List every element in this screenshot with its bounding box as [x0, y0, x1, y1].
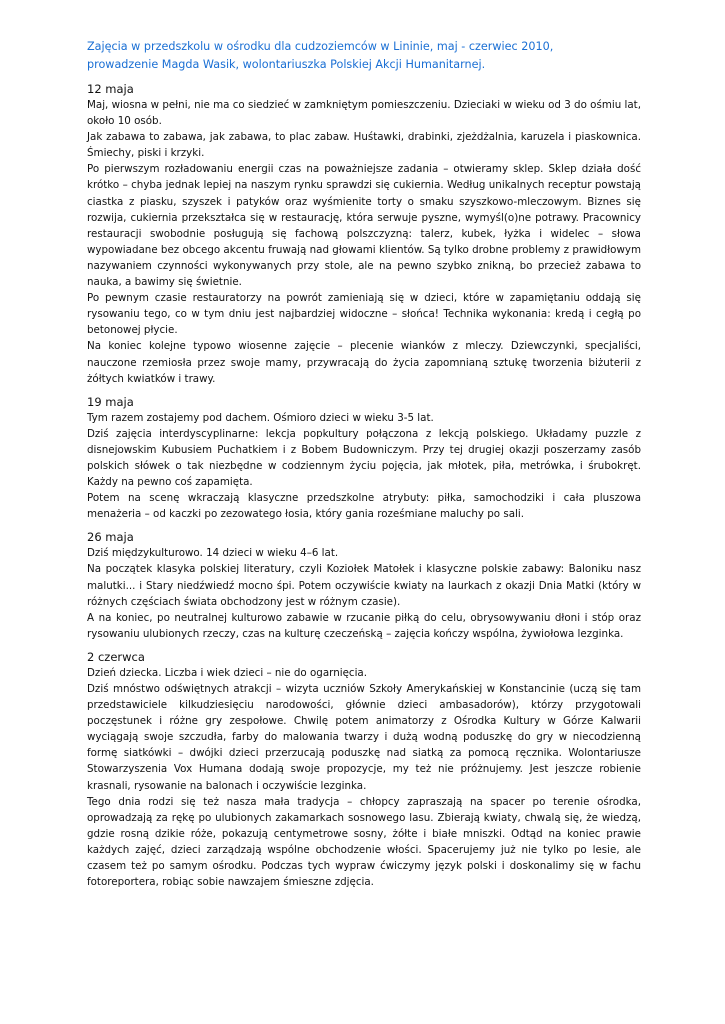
entry-paragraph: Po pewnym czasie restauratorzy na powrót zamieniają się w dzieci, które w zapamiętaniu oddają się rysowaniu tego, co w tym dniu jest najbardziej widoczne – słońca! Technika wykonania: kredą i cegłą po betonowej płycie.: [87, 292, 641, 337]
entry-paragraph: Dziś mnóstwo odświętnych atrakcji – wizyta uczniów Szkoły Amerykańskiej w Konstancinie (uczą się tam przedstawiciele kilkudziesięciu narodowości, głównie dzieci ambasadorów), którzy przygotowali poczęstunek i różne gry zespołowe. Chwilę potem animatorzy z Ośrodka Kultury w Górze Kalwarii wyciągają swoje szczudła, farby do malowania twarzy i dużą wodną poduszkę do gry w niecodzienną formę siatkówki – dwójki dzieci przerzucają poduszkę nad siatką za pomocą ręcznika. Wolontariusze Stowarzyszenia Vox Humana dodają swoje propozycje, my też nie próżnujemy. Jest jeszcze robienie krasnali, rysowanie na balonach i oczywiście lezginka.: [87, 683, 641, 792]
entry-paragraph: A na koniec, po neutralnej kulturowo zabawie w rzucanie piłką do celu, obrysowywaniu dłoni i stóp oraz rysowaniu ulubionych rzeczy, czas na kulturę czeczeńską – zajęcia kończy wspólna, żywiołowa lezginka.: [87, 611, 641, 640]
entry-paragraph: Jak zabawa to zabawa, jak zabawa, to plac zabaw. Huśtawki, drabinki, zjeżdżalnia, karuzela i piaskownica. Śmiechy, piski i krzyki.: [87, 131, 641, 160]
title-line-1: Zajęcia w przedszkolu w ośrodku dla cudzoziemców w Lininie, maj - czerwiec 2010,: [87, 40, 554, 53]
document-page: [87, 38, 641, 890]
entry-date: 19 maja: [87, 394, 134, 409]
entry-paragraph: Dziś zajęcia interdyscyplinarne: lekcja popkultury połączona z lekcją polskiego. Układamy puzzle z disnejowskim Kubusiem Puchatkiem i z Bobem Budowniczym. Przy tej drugiej okazji poszerzamy zasób polskich słówek o tak niezbędne w codziennym życiu pojęcia, jak młotek, piła, metrówka, i śrubokręt. Każdy na pewno coś zapamięta.: [87, 427, 641, 489]
entry-12-maja: [87, 81, 641, 387]
entry-paragraph: Na koniec kolejne typowo wiosenne zajęcie – plecenie wianków z mleczy. Dziewczynki, specjaliści, nauczone rzemiosła przez swoje mamy, przywracają do życia zapomnianą sztukę tworzenia biżuterii z żółtych kwiatków i trawy.: [87, 340, 641, 385]
entry-paragraph: Potem na scenę wkraczają klasyczne przedszkolne atrybuty: piłka, samochodziki i cała pluszowa menażeria – od kaczki po zezowatego łosia, który gania roześmiane maluchy po sali.: [87, 492, 641, 521]
entry-paragraph: Dzień dziecka. Liczba i wiek dzieci – nie do ogarnięcia.: [87, 666, 368, 679]
title-line-2: prowadzenie Magda Wasik, wolontariuszka Polskiej Akcji Humanitarnej.: [87, 58, 486, 71]
entry-paragraph: Dziś międzykulturowo. 14 dzieci w wieku 4–6 lat.: [87, 547, 339, 560]
entry-paragraph: Tym razem zostajemy pod dachem. Ośmioro dzieci w wieku 3-5 lat.: [87, 411, 434, 424]
entry-date: 12 maja: [87, 82, 134, 96]
entry-paragraph: Na początek klasyka polskiej literatury, czyli Koziołek Matołek i klasyczne polskie zabawy: Baloniku nasz malutki... i Stary niedźwiedź mocno śpi. Potem oczywiście kwiaty na laurkach z okazji Dnia Matki (który w różnych częściach świata obchodzony jest w różnym czasie).: [87, 563, 641, 608]
entry-2-czerwca: [87, 649, 641, 890]
entry-19-maja: [87, 394, 641, 523]
entry-paragraph: Po pierwszym rozładowaniu energii czas na poważniejsze zadania – otwieramy sklep. Sklep działa dość krótko – chyba jednak lepiej na naszym rynku sprawdzi się cukiernia. Według unikalnych receptur powstają ciastka z piasku, szyszek i patyków oraz wyśmienite torty o smaku szyszkowo-mleczowym. Biznes się rozwija, cukiernia przekształca się w restaurację, która serwuje pyszne, wymyśl(o)ne potrawy. Pracownicy restauracji swobodnie posługują się fachową polszczyzną: talerz, kubek, łyżka i widelec – słowa wypowiadane bez obcego akcentu fruwają nad głowami klientów. Są tylko drobne problemy z prawidłowym nazywaniem czynności wykonywanych przy stole, ale na pewno szybko znikną, bo przecież zabawa to nauka, a bawimy się świetnie.: [87, 163, 641, 289]
entry-date: 26 maja: [87, 530, 134, 545]
entry-paragraph: Tego dnia rodzi się też nasza mała tradycja – chłopcy zapraszają na spacer po terenie ośrodka, oprowadzają za rękę po ulubionych zakamarkach sosnowego lasu. Zbierają kwiaty, chwalą się, że wiedzą, gdzie rosną dzikie róże, pokazują centymetrowe sosny, żółte i białe mniszki. Odtąd na koniec prawie każdych zajęć, dzieci zarządzają wspólne obchodzenie włości. Spacerujemy już nie tylko po lesie, ale czasem też po samym ośrodku. Podczas tych wypraw ćwiczymy język polski i doskonalimy się w fachu fotoreportera, robiąc sobie nawzajem śmieszne zdjęcia.: [87, 795, 641, 889]
entry-26-maja: [87, 529, 641, 642]
entry-date: 2 czerwca: [87, 649, 145, 664]
entry-paragraph: Maj, wiosna w pełni, nie ma co siedzieć w zamkniętym pomieszczeniu. Dzieciaki w wieku od 3 do ośmiu lat, około 10 osób.: [87, 99, 641, 128]
document-title: [87, 38, 641, 74]
